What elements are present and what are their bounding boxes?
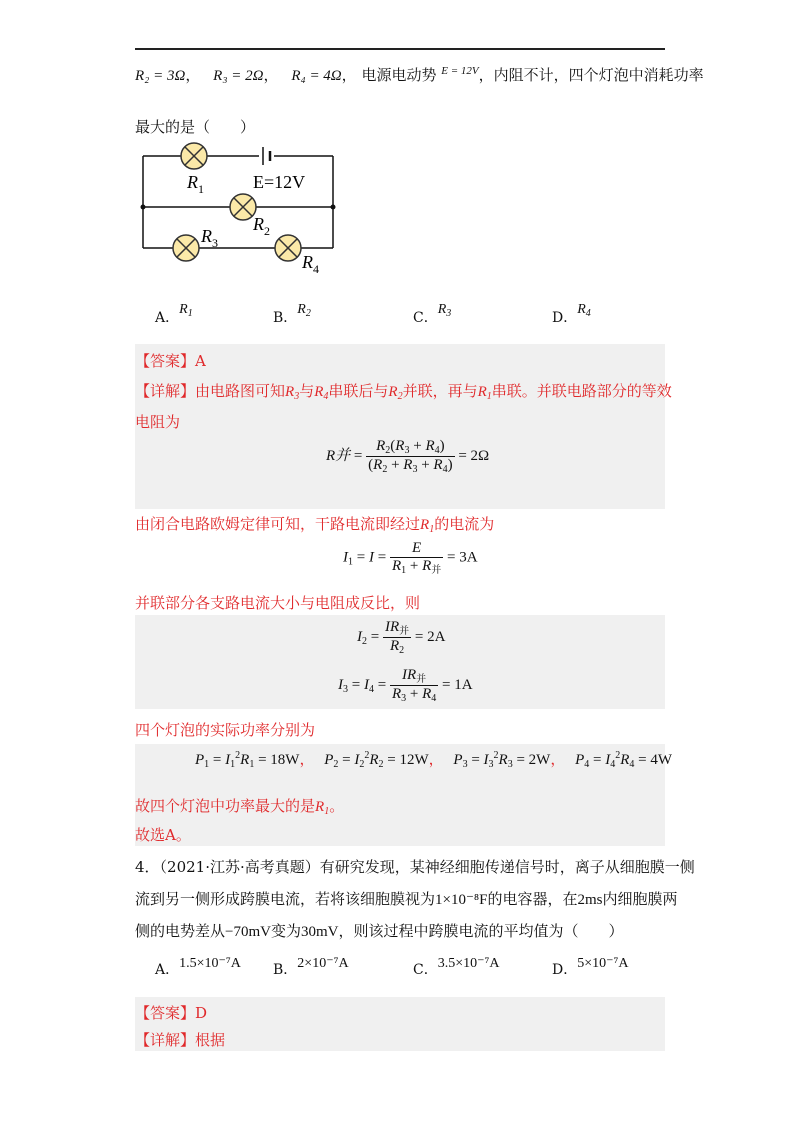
detail-text: 串联后与 xyxy=(328,382,389,400)
option-b[interactable] xyxy=(273,302,311,327)
detail-line-2: 电阻为 xyxy=(135,413,181,431)
time-value: 2ms xyxy=(577,892,603,908)
voltage-start: −70mV xyxy=(225,924,271,940)
lamp-r1-icon xyxy=(181,143,207,169)
question-4-line-1 xyxy=(135,856,695,877)
option-value: $R_4$ xyxy=(577,302,591,319)
option-d[interactable] xyxy=(552,302,591,327)
detail-label: 【详解】 xyxy=(135,382,196,400)
circuit-diagram xyxy=(135,138,345,273)
option-letter: D． xyxy=(552,962,578,978)
equivalent-resistance-formula: R并 = $\frac{R_2(R_3 + R_4)}{(R_2 + R_3 + R_4)}$ = 2Ω xyxy=(326,438,490,475)
top-rule xyxy=(135,48,665,50)
power-formulas: $P_1 = I_1^2R_1 = 18W$， $P_2 = I_2^2R_2 = 12W$， $P_3 = I_3^2R_3 = 2W$， $P_4 = I_4^2R_4 = 4W$ xyxy=(195,750,673,770)
given-tail: ，内阻不计，四个灯泡中消耗功率 xyxy=(478,66,704,84)
label-r4: $R_4$ xyxy=(302,252,319,273)
question-3-given-line xyxy=(135,64,704,85)
separator: ， xyxy=(341,66,357,84)
choose-line: 故选A。 xyxy=(135,826,191,844)
lamp-r4-icon xyxy=(275,235,301,261)
q4-option-a[interactable] xyxy=(155,955,241,979)
option-letter: B． xyxy=(273,310,298,326)
option-value: 5×10⁻⁷A xyxy=(577,956,629,971)
option-value: $R_1$ xyxy=(179,302,193,319)
detail-text: 由电路图可知 xyxy=(195,382,286,400)
question-text: 侧的电势差从 xyxy=(135,922,226,940)
lamp-r3-icon xyxy=(173,235,199,261)
question-text: 变为 xyxy=(270,922,301,940)
r2-value: R₂ = 3Ω xyxy=(135,68,186,84)
formula-result: = 3A xyxy=(447,549,478,566)
q4-option-b[interactable] xyxy=(273,955,349,979)
option-letter: B． xyxy=(273,962,298,978)
detail-text: 串联。并联电路部分的等效 xyxy=(491,382,672,400)
branch-current-i34-formula: $I_3 = I_4$ = $\frac{IR_并}{R_3 + R_4}$ = 1A xyxy=(338,667,473,704)
q4-option-c[interactable] xyxy=(413,955,500,979)
separator: ， xyxy=(550,752,566,768)
ohm-law-line: 由闭合电路欧姆定律可知，干路电流即经过$R_1$的电流为 xyxy=(135,515,495,535)
question-text: 流到另一侧形成跨膜电流，若将该细胞膜视为 xyxy=(135,890,436,908)
option-value: $R_2$ xyxy=(297,302,311,319)
option-value: 3.5×10⁻⁷A xyxy=(437,956,500,971)
r3-value: R₃ = 2Ω xyxy=(213,68,264,84)
question-text: 的电容器，在 xyxy=(487,890,578,908)
power-p1: = 18W xyxy=(258,752,300,768)
option-value: 2×10⁻⁷A xyxy=(297,956,349,971)
capacitance-value: 1×10⁻⁸F xyxy=(435,892,488,908)
question-4-line-2 xyxy=(135,888,678,909)
label-emf: E=12V xyxy=(253,172,306,192)
branch-current-i2-formula: $I_2$ = $\frac{IR_并}{R_2}$ = 2A xyxy=(357,619,446,656)
detail-label: 【详解】 xyxy=(135,1031,196,1049)
option-letter: A． xyxy=(155,310,180,326)
conclusion-text: 故四个灯泡中功率最大的是 xyxy=(135,797,316,815)
voltage-end: 30mV xyxy=(301,924,339,940)
answer-label: 【答案】A xyxy=(135,352,206,370)
question-text: ，则该过程中跨膜电流的平均值为（ ） xyxy=(338,922,624,940)
option-value: 1.5×10⁻⁷A xyxy=(179,956,241,971)
formula-result: = 2A xyxy=(414,628,446,645)
solution-block-1 xyxy=(135,344,665,509)
branch-current-line: 并联部分各支路电流大小与电阻成反比，则 xyxy=(135,594,421,612)
option-value: $R_3$ xyxy=(437,302,452,319)
conclusion-line: 故四个灯泡中功率最大的是$R_1$。 xyxy=(135,797,345,817)
option-letter: C． xyxy=(413,310,438,326)
question-number: 4． xyxy=(135,858,160,876)
main-current-formula: $I_1 = I$ = $\frac{E}{R_1 + R_并}$ = 3A xyxy=(343,540,478,576)
power-p2: = 12W xyxy=(387,752,429,768)
question-text: （2021·江苏·高考真题）有研究发现，某神经细胞传递信号时，离子从细胞膜一侧 xyxy=(159,858,695,876)
emf-text: 电源电动势 xyxy=(361,66,437,84)
label-r1: $R_1$ xyxy=(187,172,204,196)
detail-text: 与 xyxy=(299,382,315,400)
separator: ， xyxy=(263,66,279,84)
power-p3: = 2W xyxy=(516,752,551,768)
label-r2: $R_2$ xyxy=(253,214,270,238)
ohm-tail: 的电流为 xyxy=(434,515,495,533)
power-p4: = 4W xyxy=(638,752,673,768)
option-letter: A． xyxy=(155,962,180,978)
option-c[interactable] xyxy=(413,302,451,327)
q4-option-d[interactable] xyxy=(552,955,629,979)
separator: ， xyxy=(185,66,201,84)
separator: ， xyxy=(299,752,315,768)
option-letter: D． xyxy=(552,310,578,326)
q4-answer-label: 【答案】D xyxy=(135,1004,208,1022)
detail-line-1: 【详解】由电路图可知$R_3$与$R_4$串联后与$R_2$并联，再与$R_1$串联。并联电路部分的等效 xyxy=(135,382,672,402)
power-line: 四个灯泡的实际功率分别为 xyxy=(135,721,316,739)
q4-detail-line xyxy=(135,1029,225,1050)
separator: ， xyxy=(428,752,444,768)
question-4-line-3 xyxy=(135,920,624,941)
label-r3: $R_3$ xyxy=(201,226,218,250)
formula-lhs: R并 xyxy=(326,447,351,464)
option-letter: C． xyxy=(413,962,438,978)
formula-result: = 1A xyxy=(442,676,473,693)
ohm-text: 由闭合电路欧姆定律可知，干路电流即经过 xyxy=(135,515,421,533)
conclusion-end: 。 xyxy=(329,797,345,815)
r4-value: R₄ = 4Ω xyxy=(291,68,342,84)
question-3-line-2: 最大的是（ ） xyxy=(135,118,256,136)
emf-value: E = 12V xyxy=(441,65,479,77)
option-a[interactable] xyxy=(155,302,193,327)
formula-result: = 2Ω xyxy=(458,447,490,464)
detail-text: 并联，再与 xyxy=(402,382,478,400)
detail-text: 根据 xyxy=(195,1031,226,1049)
question-text: 内细胞膜两 xyxy=(602,890,678,908)
